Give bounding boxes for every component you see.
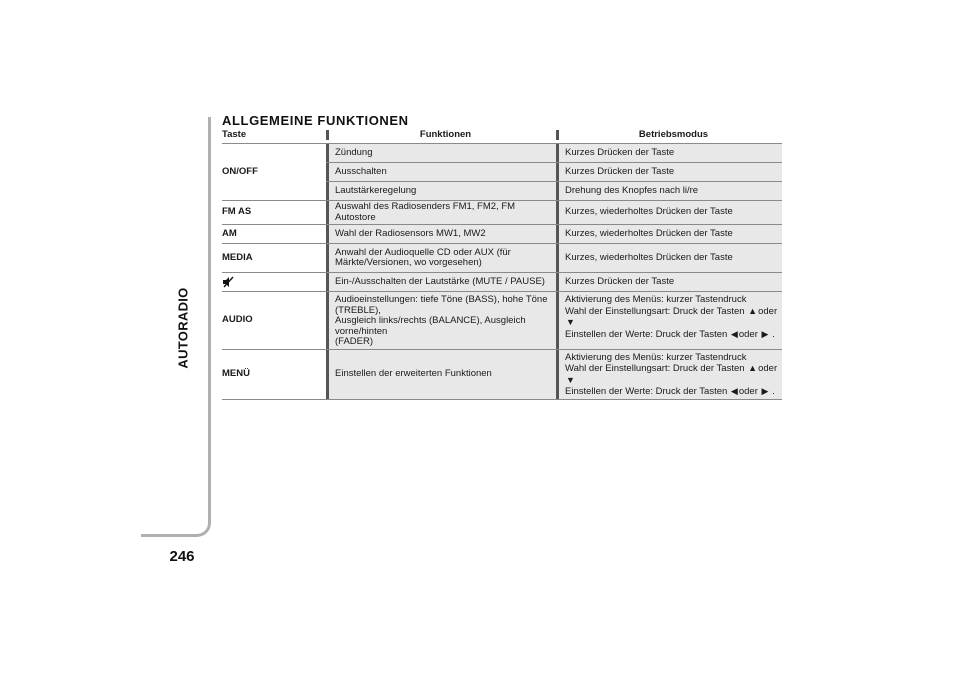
- function-line: Märkte/Versionen, wo vorgesehen): [335, 257, 482, 268]
- table-row-menu: [222, 349, 782, 399]
- function-line: Audioeinstellungen: tiefe Töne (BASS), hohe Töne (TREBLE),: [335, 294, 548, 316]
- mode-text: oder: [738, 386, 758, 397]
- cell-function: Wahl der Radiosensors MW1, MW2: [326, 225, 556, 243]
- mode-text: oder: [758, 305, 778, 317]
- table-row-onoff: [222, 143, 782, 200]
- mode-line: [565, 363, 782, 386]
- key-fmas: FM AS: [222, 206, 252, 218]
- table-row-media: [222, 243, 782, 272]
- cell-function: Ein-/Ausschalten der Lautstärke (MUTE / PAUSE): [326, 273, 556, 291]
- mode-text: Wahl der Einstellungsart: Druck der Tasten: [565, 305, 745, 317]
- key-mute: [222, 273, 326, 291]
- key-media: MEDIA: [222, 251, 253, 263]
- cell-mode: Kurzes, wiederholtes Drücken der Taste: [556, 201, 782, 224]
- header-function: Funktionen: [326, 130, 556, 141]
- cell-mode: Kurzes, wiederholtes Drücken der Taste: [556, 244, 782, 272]
- table-header: [222, 127, 782, 143]
- cell-function: Auswahl des Radiosenders FM1, FM2, FM Autostore: [326, 201, 556, 224]
- table-row-am: [222, 224, 782, 243]
- mode-text: .: [772, 328, 775, 340]
- function-line: Anwahl der Audioquelle CD oder AUX (für: [335, 246, 511, 258]
- header-key: Taste: [222, 128, 247, 140]
- mode-line: [565, 386, 782, 398]
- cell-function: [326, 292, 556, 349]
- cell-function: Lautstärkeregelung: [326, 182, 556, 200]
- cell-mode: Kurzes Drücken der Taste: [556, 144, 782, 162]
- cell-function: Ausschalten: [326, 163, 556, 181]
- cell-mode: [556, 350, 782, 399]
- cell-mode: Kurzes, wiederholtes Drücken der Taste: [556, 225, 782, 243]
- table-row: [326, 162, 782, 181]
- left-arrow-icon: ◀: [730, 386, 738, 396]
- cell-function: [326, 244, 556, 272]
- key-am: AM: [222, 227, 237, 239]
- cell-function: Zündung: [326, 144, 556, 162]
- mode-line: [565, 306, 782, 329]
- table-bottom-rule: [222, 399, 782, 400]
- page-number: 246: [169, 548, 195, 565]
- mode-line: [565, 329, 782, 341]
- function-line: Ausgleich links/rechts (BALANCE), Ausgleich vorne/hinten: [335, 315, 526, 337]
- mode-text: Einstellen der Werte: Druck der Tasten: [565, 328, 728, 340]
- table-row-audio: [222, 291, 782, 349]
- mute-speaker-icon: [222, 276, 234, 288]
- right-arrow-icon: ▶: [761, 328, 769, 339]
- cell-mode: Kurzes Drücken der Taste: [556, 163, 782, 181]
- mode-text: oder: [738, 328, 758, 340]
- cell-mode: Kurzes Drücken der Taste: [556, 273, 782, 291]
- header-mode: Betriebsmodus: [556, 130, 782, 141]
- down-arrow-icon: ▼: [566, 374, 575, 385]
- key-audio: AUDIO: [222, 314, 253, 325]
- table-row-fmas: [222, 200, 782, 224]
- up-arrow-icon: ▲: [748, 305, 758, 316]
- table-row: [326, 181, 782, 200]
- mode-line: Aktivierung des Menüs: kurzer Tastendruck: [565, 351, 747, 363]
- down-arrow-icon: ▼: [566, 317, 575, 327]
- cell-function: Einstellen der erweiterten Funktionen: [326, 350, 556, 399]
- mode-text: Wahl der Einstellungsart: Druck der Tasten: [565, 363, 745, 374]
- left-arrow-icon: ◀: [730, 328, 738, 339]
- cell-mode: Drehung des Knopfes nach li/re: [556, 182, 782, 200]
- table-row-mute: [222, 272, 782, 291]
- section-title: ALLGEMEINE FUNKTIONEN: [222, 113, 409, 128]
- key-menu: MENÜ: [222, 367, 250, 379]
- mode-text: oder: [758, 363, 778, 374]
- table-row: [326, 144, 782, 162]
- cell-mode: [556, 292, 782, 349]
- chapter-label: AUTORADIO: [175, 287, 191, 369]
- mode-text: .: [772, 386, 775, 397]
- functions-table: [222, 127, 782, 400]
- up-arrow-icon: ▲: [748, 363, 758, 373]
- mode-text: Einstellen der Werte: Druck der Tasten: [565, 386, 728, 397]
- key-onoff: ON/OFF: [222, 165, 258, 177]
- function-line: (FADER): [335, 336, 373, 347]
- right-arrow-icon: ▶: [761, 386, 769, 396]
- mode-line: Aktivierung des Menüs: kurzer Tastendruck: [565, 294, 747, 305]
